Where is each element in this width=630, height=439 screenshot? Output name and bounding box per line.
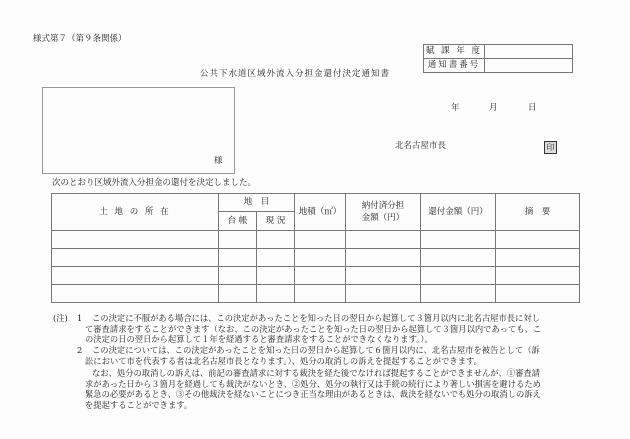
notes-label: (注) [53, 313, 68, 323]
cell[interactable] [421, 231, 496, 249]
header-area: 地積（㎡） [295, 194, 346, 231]
note-2-line: なお、処分の取消しの訴えは、前記の審査請求に対する裁決を経た後でなければ提起することができませんが、①審査請 [92, 368, 541, 378]
cell[interactable] [346, 285, 421, 303]
cell[interactable] [257, 285, 295, 303]
form-number: 様式第７（第９条関係） [33, 34, 127, 44]
header-row [52, 194, 580, 212]
table-row [52, 231, 580, 249]
note-1-line: て審査請求をすることができます（なお、この決定があったことを知った日の翌日から起算して３箇月以内であっても、こ [85, 323, 542, 334]
cell[interactable] [496, 267, 580, 285]
cell[interactable] [421, 267, 496, 285]
cell[interactable] [496, 285, 580, 303]
note-2-line: 訟において市を代表する者は北名古屋市長となります。）、処分の取消しの訴えを提起することができます。 [85, 355, 482, 366]
cell[interactable] [295, 285, 346, 303]
cell[interactable] [52, 249, 219, 267]
cell[interactable] [257, 231, 295, 249]
table-row [52, 267, 580, 285]
note-2-line: この決定については、この決定があったことを知った日の翌日から起算して６箇月以内に、北名古屋市を被告として（訴 [92, 345, 540, 355]
note-1-number: 1 [77, 313, 83, 323]
header-ledger: 台 帳 [219, 212, 257, 231]
issuer-name: 北名古屋市長 [395, 141, 447, 151]
header-paid-amount [346, 194, 421, 231]
header-location: 土 地 の 所 在 [52, 194, 219, 231]
cell[interactable] [257, 267, 295, 285]
cell[interactable] [257, 249, 295, 267]
table-row [52, 249, 580, 267]
header-land-category: 地 目 [219, 194, 295, 212]
note-2-line: を提起することができます。 [85, 399, 193, 410]
cell[interactable] [219, 285, 257, 303]
notice-number-label: 通知書番号 [424, 59, 485, 73]
cell[interactable] [346, 267, 421, 285]
cell[interactable] [346, 231, 421, 249]
refund-table [51, 193, 580, 303]
tax-year-notice-number-table [423, 44, 573, 73]
notice-number-value[interactable] [485, 59, 573, 73]
tax-year-label: 賦 課 年 度 [424, 45, 485, 59]
date-month: 月 [489, 103, 498, 113]
notice-number-row [424, 59, 573, 73]
header-remarks: 摘 要 [496, 194, 580, 231]
note-2-line: 求があった日から３箇月を経過しても裁決がないとき、②処分、処分の執行又は手続の続行により著しい損害を避けるため [85, 378, 541, 389]
header-current: 現 況 [257, 212, 295, 231]
address-box[interactable] [42, 87, 235, 174]
cell[interactable] [295, 249, 346, 267]
cell[interactable] [219, 267, 257, 285]
address-suffix: 様 [214, 156, 223, 166]
cell[interactable] [219, 249, 257, 267]
cell[interactable] [295, 267, 346, 285]
header-refund: 還付金額（円） [421, 194, 496, 231]
header-paid-line2: 金額（円） [361, 213, 405, 223]
note-1-line: この決定に不服がある場合には、この決定があったことを知った日の翌日から起算して３箇月以内に北名古屋市長に対し [92, 313, 540, 323]
tax-year-row [424, 45, 573, 59]
cell[interactable] [52, 267, 219, 285]
note-2-line: 緊急の必要があるとき、③その他裁決を経ないことにつき正当な理由があるときは、裁決を経ないでも処分の取消しの訴え [85, 389, 541, 399]
table-row [52, 285, 580, 303]
date-day: 日 [528, 103, 537, 113]
note-1-line: の決定の日の翌日から起算して１年を経過すると審査請求をすることができなくなります。）。 [85, 334, 433, 344]
intro-text: 次のとおり区域外流入分担金の還付を決定しました。 [52, 178, 257, 188]
seal-icon: 印 [544, 141, 557, 154]
cell[interactable] [496, 231, 580, 249]
note-2-number: 2 [77, 345, 83, 355]
tax-year-value[interactable] [485, 45, 573, 59]
date-year: 年 [451, 103, 460, 113]
cell[interactable] [421, 249, 496, 267]
cell[interactable] [295, 231, 346, 249]
cell[interactable] [346, 249, 421, 267]
document-title: 公共下水道区域外流入分担金還付決定通知書 [200, 69, 391, 79]
header-paid-line1: 納付済分担 [361, 201, 405, 211]
cell[interactable] [52, 231, 219, 249]
cell[interactable] [52, 285, 219, 303]
cell[interactable] [421, 285, 496, 303]
cell[interactable] [496, 249, 580, 267]
cell[interactable] [219, 231, 257, 249]
